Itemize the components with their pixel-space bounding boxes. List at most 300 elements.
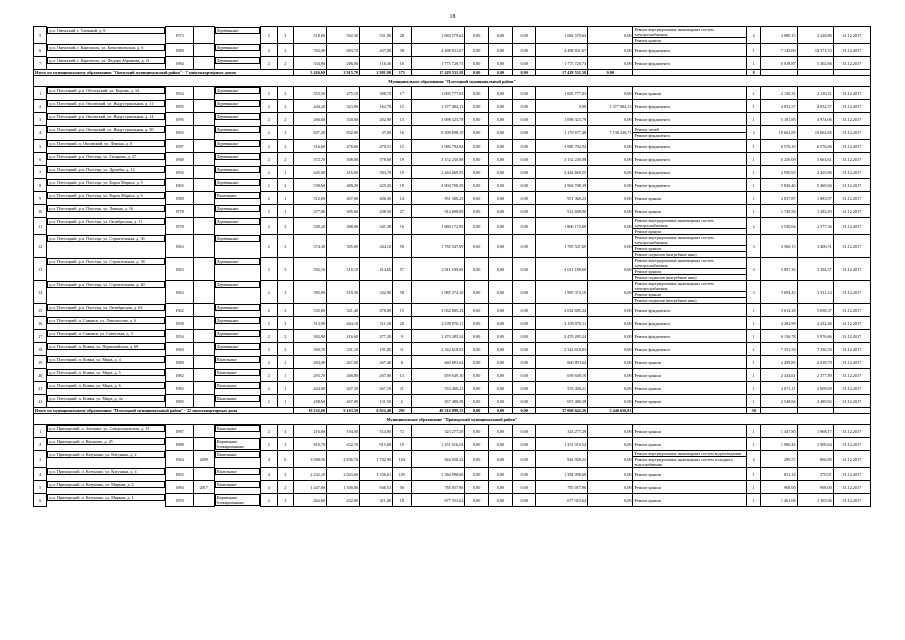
- fund-1-cell: 0,00: [465, 113, 489, 126]
- work-type-item: Ремонт крыши: [634, 195, 661, 201]
- wall-material-cell: Панельные: [215, 382, 260, 389]
- area-total-cell: 585,90: [294, 281, 327, 304]
- total-fund-1: 0,00: [465, 408, 489, 414]
- fund-1-cell: 0,00: [465, 166, 489, 179]
- area-total-cell: 535,80: [294, 304, 327, 317]
- fund-2-cell: 0,00: [489, 304, 513, 317]
- fund-1-cell: 0,00: [465, 44, 489, 57]
- residents-cell: 9: [393, 330, 412, 343]
- row-number-cell: 6: [34, 494, 47, 507]
- fund-2-cell: 0,00: [489, 153, 513, 166]
- entrances-cell: 3: [277, 494, 294, 507]
- address-cell: р.п. Плесецкий, р.п. Плесецк, ул. Ленина, д. 16: [47, 205, 165, 212]
- build-year-cell: 1965: [166, 179, 194, 192]
- fund-2-cell: 0,00: [489, 395, 513, 408]
- entrances-cell: 2: [277, 330, 294, 343]
- area-living-cell: 308,00: [327, 153, 360, 166]
- build-year-cell: 1984: [166, 57, 194, 70]
- address-cell: р.п. Плесецкий, р.п. Плесецк, ул. Октябрьская, д. 11: [47, 218, 165, 225]
- fund-1-cell: 0,00: [465, 140, 489, 153]
- area-residential-cell: 946,53: [360, 481, 393, 494]
- wall-material-cell: Деревянные: [215, 258, 260, 265]
- end-date-cell: 31.12.2017: [833, 481, 870, 494]
- area-living-cell: 521,40: [327, 304, 360, 317]
- fund-1-cell: 0,00: [465, 126, 489, 140]
- area-total-cell: 3 008,50: [294, 451, 327, 468]
- fund-1-cell: 0,00: [465, 317, 489, 330]
- repair-cost-cell: 4 498 831,67: [411, 44, 465, 57]
- work-types-cell: [633, 343, 747, 356]
- repair-cost-cell: 659 649,10: [411, 369, 465, 382]
- fund-3-cell: 0,00: [512, 218, 536, 235]
- entrances-cell: 2: [277, 140, 294, 153]
- row-number-cell: 7: [34, 57, 47, 70]
- area-total-cell: 810,70: [294, 438, 327, 451]
- floors-cell: 2: [261, 179, 278, 192]
- repair-year-cell: [193, 166, 214, 179]
- area-residential-cell: 1 536,61: [360, 468, 393, 481]
- work-count-cell: 3: [747, 258, 761, 281]
- work-type-item: Ремонт крыши: [633, 291, 746, 297]
- fund-2-cell: 0,00: [489, 356, 513, 369]
- area-residential-cell: 267,10: [360, 382, 393, 395]
- area-residential-cell: 211,00: [360, 494, 393, 507]
- row-number-cell: 16: [34, 317, 47, 330]
- area-total-cell: 553,50: [294, 87, 327, 100]
- floors-cell: 2: [261, 100, 278, 113]
- floors-cell: 2: [261, 343, 278, 356]
- build-year-cell: 1965: [166, 468, 194, 481]
- build-year-cell: 1987: [166, 425, 194, 438]
- work-type-item: Ремонт фундамента: [634, 47, 670, 53]
- work-count-cell: 1: [747, 57, 761, 70]
- repair-cost-cell: 1 005 777,03: [411, 87, 465, 100]
- area-total-cell: 444,20: [294, 100, 327, 113]
- work-type-item: Ремонт фундамента: [634, 156, 670, 162]
- other-funds-cell: 0,00: [588, 382, 633, 395]
- other-funds-cell: 0,00: [588, 356, 633, 369]
- address-cell: р.п. Плесецкий, р.п. Плесецк, ул. Карла Маркса, д. 6: [47, 192, 165, 199]
- repair-year-cell: [193, 395, 214, 408]
- unit-cost-cell: 1 749,56: [761, 205, 797, 218]
- area-total-cell: 372,70: [294, 153, 327, 166]
- unit-cost-limit-cell: 4 052,57: [797, 100, 833, 113]
- work-count-cell: 1: [747, 395, 761, 408]
- work-count-cell: 1: [747, 468, 761, 481]
- work-count-cell: 1: [747, 304, 761, 317]
- repair-cost-cell: 2 011 189,60: [411, 258, 465, 281]
- end-date-cell: 31.12.2017: [833, 382, 870, 395]
- fund-3-cell: 0,00: [512, 468, 536, 481]
- fund-3-cell: 0,00: [512, 451, 536, 468]
- build-year-cell: 1978: [166, 205, 194, 218]
- work-type-item: Ремонт крыши: [634, 428, 661, 434]
- other-funds-cell: 0,00: [588, 153, 633, 166]
- total-area-residential: 6 922,40: [360, 408, 393, 414]
- work-type-item: Ремонт крыши: [634, 90, 661, 96]
- area-living-cell: 2 043,60: [327, 468, 360, 481]
- residents-cell: 38: [393, 44, 412, 57]
- end-date-cell: 31.12.2017: [833, 153, 870, 166]
- area-residential-cell: 191,80: [360, 343, 393, 356]
- floors-cell: 4: [261, 451, 278, 468]
- address-cell: р.п. Плесецкий, п. Ковжа, ул. Мира, д. 4: [47, 356, 165, 363]
- other-funds-cell: 0,00: [588, 258, 633, 281]
- area-residential-cell: 425,20: [360, 179, 393, 192]
- fund-1-cell: 0,00: [465, 343, 489, 356]
- wall-material-cell: Деревянные: [215, 218, 260, 225]
- total-area-living: 9 163,50: [327, 408, 360, 414]
- repair-year-cell: [193, 330, 214, 343]
- fund-2-cell: 0,00: [489, 382, 513, 395]
- fund-3-cell: 0,00: [512, 235, 536, 258]
- work-count-cell: 2: [747, 27, 761, 44]
- row-number-cell: 19: [34, 356, 47, 369]
- repair-year-cell: 2017: [193, 481, 214, 494]
- work-type-item: Ремонт крыши: [634, 497, 661, 503]
- row-number-cell: 22: [34, 395, 47, 408]
- unit-cost-cell: 1 461,06: [761, 494, 797, 507]
- owners-funds-cell: 660 893,64: [536, 356, 588, 369]
- work-type-item: Ремонт крыши: [634, 208, 661, 214]
- end-date-cell: 31.12.2017: [833, 100, 870, 113]
- fund-1-cell: 0,00: [465, 218, 489, 235]
- build-year-cell: 1982: [166, 382, 194, 395]
- area-residential-cell: 162,70: [360, 100, 393, 113]
- area-living-cell: 632,70: [327, 438, 360, 451]
- area-residential-cell: 298,50: [360, 205, 393, 218]
- other-funds-cell: 0,00: [588, 395, 633, 408]
- area-residential-cell: 111,50: [360, 317, 393, 330]
- wall-material-cell: Панельные: [215, 451, 260, 458]
- fund-1-cell: 0,00: [465, 153, 489, 166]
- owners-funds-cell: 914 698,90: [536, 205, 588, 218]
- area-living-cell: 1 300,00: [327, 481, 360, 494]
- work-count-cell: 1: [747, 343, 761, 356]
- other-funds-cell: 0,00: [588, 166, 633, 179]
- fund-1-cell: 0,00: [465, 258, 489, 281]
- unit-cost-limit-cell: 3 331,14: [797, 281, 833, 304]
- work-type-item: Ремонт крыши: [634, 484, 661, 490]
- fund-1-cell: 0,00: [465, 382, 489, 395]
- unit-cost-limit-cell: 7 336,50: [797, 343, 833, 356]
- entrances-cell: 3: [277, 438, 294, 451]
- work-types-cell: [633, 481, 747, 494]
- end-date-cell: 31.12.2017: [833, 468, 870, 481]
- build-year-cell: 1995: [166, 113, 194, 126]
- floors-cell: 4: [261, 468, 278, 481]
- other-funds-cell: 0,00: [588, 317, 633, 330]
- work-types-cell: [633, 317, 747, 330]
- fund-1-cell: 0,00: [465, 27, 489, 44]
- total-fund-1: 0,00: [465, 70, 489, 76]
- address-cell: р.п. Плесецкий, р.п. Оксовский, ул. Индустриальная, д. 30: [47, 126, 165, 133]
- wall-material-cell: Панельные: [215, 192, 260, 199]
- floors-cell: 2: [261, 126, 278, 140]
- table-row: [34, 205, 871, 218]
- residents-cell: 8: [393, 356, 412, 369]
- table-row: [34, 395, 871, 408]
- fund-2-cell: 0,00: [489, 494, 513, 507]
- area-total-cell: 462,60: [294, 494, 327, 507]
- floors-cell: 2: [261, 44, 278, 57]
- repair-year-cell: [193, 356, 214, 369]
- other-funds-cell: 0,00: [588, 330, 633, 343]
- table-row: [34, 57, 871, 70]
- floors-cell: 2: [261, 113, 278, 126]
- fund-1-cell: 0,00: [465, 57, 489, 70]
- end-date-cell: 31.12.2017: [833, 44, 870, 57]
- repair-cost-cell: 8 309 898,19: [411, 126, 465, 140]
- residents-cell: 164: [393, 451, 412, 468]
- unit-cost-limit-cell: 968,00: [797, 481, 833, 494]
- wall-material-cell: Деревянные: [215, 153, 260, 160]
- other-funds-cell: 0,00: [588, 235, 633, 258]
- fund-2-cell: 0,00: [489, 57, 513, 70]
- other-funds-cell: 0,00: [588, 205, 633, 218]
- table-row: [34, 451, 871, 468]
- residents-cell: 13: [393, 369, 412, 382]
- end-date-cell: 31.12.2017: [833, 166, 870, 179]
- row-number-cell: 7: [34, 166, 47, 179]
- wall-material-cell: Деревянные: [215, 235, 260, 242]
- total-fund-3: 0,00: [512, 408, 536, 414]
- repair-cost-cell: 660 893,64: [411, 356, 465, 369]
- entrances-cell: 2: [277, 179, 294, 192]
- floors-cell: 4: [261, 481, 278, 494]
- other-funds-cell: 0,00: [588, 451, 633, 468]
- unit-cost-limit-cell: 2 577,36: [797, 218, 833, 235]
- fund-2-cell: 0,00: [489, 113, 513, 126]
- area-total-cell: 293,70: [294, 369, 327, 382]
- fund-3-cell: 0,00: [512, 317, 536, 330]
- repair-cost-cell: 3 032 685,24: [411, 304, 465, 317]
- work-count-cell: 1: [747, 425, 761, 438]
- row-number-cell: 5: [34, 481, 47, 494]
- owners-funds-cell: 0,00: [536, 100, 588, 113]
- address-cell: р.п. Плесецкий, р.п. Плесецк, ул. Октябрьская, д. 63: [47, 304, 165, 311]
- work-type-item: Ремонт крыши: [634, 398, 661, 404]
- area-living-cell: 832,00: [327, 126, 360, 140]
- work-types-cell: [633, 304, 747, 317]
- entrances-cell: 3: [277, 468, 294, 481]
- repair-cost-cell: 1 684 579,64: [411, 27, 465, 44]
- work-count-cell: 1: [747, 87, 761, 100]
- fund-1-cell: 0,00: [465, 481, 489, 494]
- entrances-cell: 2: [277, 317, 294, 330]
- entrances-cell: 2: [277, 481, 294, 494]
- fund-3-cell: 0,00: [512, 304, 536, 317]
- unit-cost-cell: 3 560,15: [761, 235, 797, 258]
- work-type-item: Ремонт фундамента: [634, 60, 670, 66]
- entrances-cell: 1: [277, 166, 294, 179]
- unit-cost-cell: 2 499,85: [761, 356, 797, 369]
- repair-cost-cell: 1 785 547,69: [411, 235, 465, 258]
- fund-2-cell: 0,00: [489, 258, 513, 281]
- entrances-cell: 2: [277, 57, 294, 70]
- residents-cell: 105: [393, 468, 412, 481]
- repair-year-cell: [193, 382, 214, 395]
- total-area: 10 232,60: [294, 408, 327, 414]
- work-type-item: Ремонт подвалов (выгребные ямы): [633, 251, 746, 257]
- work-types-cell: [633, 451, 747, 468]
- fund-2-cell: 0,00: [489, 468, 513, 481]
- area-total-cell: 2 232,10: [294, 468, 327, 481]
- area-living-cell: 331,10: [327, 343, 360, 356]
- address-cell: р.п. Плесецкий, р.п. Оксовский, ул. Индустриальная, д. 11: [47, 100, 165, 107]
- wall-material-cell: Деревянные: [215, 330, 260, 337]
- end-date-cell: 31.12.2017: [833, 330, 870, 343]
- wall-material-cell: Деревянные: [215, 126, 260, 133]
- floors-cell: 2: [261, 356, 278, 369]
- fund-2-cell: 0,00: [489, 166, 513, 179]
- build-year-cell: 1980: [166, 192, 194, 205]
- unit-cost-limit-cell: 2 377,89: [797, 369, 833, 382]
- total-area-living: 2 915,70: [327, 70, 360, 76]
- row-number-cell: 2: [34, 438, 47, 451]
- fund-1-cell: 0,00: [465, 468, 489, 481]
- other-funds-cell: 0,00: [588, 179, 633, 192]
- area-total-cell: 264,00: [294, 356, 327, 369]
- floors-cell: 2: [261, 395, 278, 408]
- fund-1-cell: 0,00: [465, 395, 489, 408]
- area-residential-cell: 437,00: [360, 44, 393, 57]
- unit-cost-cell: 2 950,93: [761, 166, 797, 179]
- residents-cell: 6: [393, 395, 412, 408]
- owners-funds-cell: 951 360,23: [536, 192, 588, 205]
- other-funds-cell: 0,00: [588, 481, 633, 494]
- row-number-cell: 1: [34, 425, 47, 438]
- owners-funds-cell: 657 480,38: [536, 395, 588, 408]
- unit-cost-limit-cell: 10 062,85: [797, 126, 833, 140]
- work-count-cell: 1: [747, 113, 761, 126]
- fund-2-cell: 0,00: [489, 317, 513, 330]
- address-cell: р.п. Плесецкий, р.п. Плесецк, ул. Строительная, д. 38: [47, 258, 165, 265]
- area-residential-cell: 308,70: [360, 87, 393, 100]
- end-date-cell: 31.12.2017: [833, 57, 870, 70]
- residents-cell: 19: [393, 153, 412, 166]
- area-living-cell: 505,00: [327, 235, 360, 258]
- work-types-cell: [633, 395, 747, 408]
- table-row: [34, 494, 871, 507]
- area-total-cell: 516,60: [294, 140, 327, 153]
- row-number-cell: 4: [34, 468, 47, 481]
- unit-cost-limit-cell: 5 658,37: [797, 304, 833, 317]
- area-total-cell: 837,20: [294, 126, 327, 140]
- area-residential-cell: 1 702,90: [360, 451, 393, 468]
- unit-cost-limit-cell: 1 983,97: [797, 192, 833, 205]
- fund-2-cell: 0,00: [489, 281, 513, 304]
- total-other: 3 446 656,81: [588, 408, 633, 414]
- unit-cost-cell: 4 284,99: [761, 317, 797, 330]
- fund-2-cell: 0,00: [489, 27, 513, 44]
- unit-cost-cell: 3 530,64: [761, 218, 797, 235]
- area-total-cell: 1 447,00: [294, 481, 327, 494]
- unit-cost-limit-cell: 1 165,06: [797, 494, 833, 507]
- work-types-cell: [633, 113, 747, 126]
- work-types-cell: [633, 192, 747, 205]
- address-cell: р.п. Плесецкий, р.п. Плесецк, ул. Гагарина, д. 27: [47, 153, 165, 160]
- fund-3-cell: 0,00: [512, 425, 536, 438]
- other-funds-cell: 7 130 220,71: [588, 126, 633, 140]
- table-row: [34, 317, 871, 330]
- total-fund-3: 0,00: [512, 70, 536, 76]
- owners-funds-cell: 3 152 230,08: [536, 153, 588, 166]
- unit-cost-limit-cell: 1 968,17: [797, 425, 833, 438]
- area-total-cell: 266,60: [294, 113, 327, 126]
- area-residential-cell: 470,51: [360, 140, 393, 153]
- owners-funds-cell: 1 179 677,48: [536, 126, 588, 140]
- row-number-cell: 6: [34, 153, 47, 166]
- fund-2-cell: 0,00: [489, 481, 513, 494]
- fund-3-cell: 0,00: [512, 281, 536, 304]
- repair-year-cell: [193, 126, 214, 140]
- fund-3-cell: 0,00: [512, 330, 536, 343]
- end-date-cell: 31.12.2017: [833, 258, 870, 281]
- row-number-cell: 3: [34, 451, 47, 468]
- unit-cost-cell: 2 548,84: [761, 395, 797, 408]
- floors-cell: 2: [261, 304, 278, 317]
- repair-cost-cell: 1 377 084,13: [411, 100, 465, 113]
- fund-2-cell: 0,00: [489, 330, 513, 343]
- table-row: [34, 218, 871, 235]
- address-cell: р.п. Плесецкий, п. Ковжа, ул. Мира, д. 5: [47, 369, 165, 376]
- other-funds-cell: 0,00: [588, 57, 633, 70]
- floors-cell: 2: [261, 192, 278, 205]
- end-date-cell: 31.12.2017: [833, 113, 870, 126]
- fund-2-cell: 0,00: [489, 438, 513, 451]
- work-count-cell: 1: [747, 356, 761, 369]
- owners-funds-cell: 1 251 016,54: [536, 438, 588, 451]
- residents-cell: 58: [393, 281, 412, 304]
- wall-material-cell: Кирпичные блокированные: [215, 438, 260, 450]
- table-row: [34, 140, 871, 153]
- unit-cost-cell: 2 434,61: [761, 369, 797, 382]
- floors-cell: 2: [261, 153, 278, 166]
- area-total-cell: 763,00: [294, 44, 327, 57]
- residents-cell: 15: [393, 304, 412, 317]
- address-cell: р.п. Плесецкий, п. Ковжа, ул. Мира, д. 4а: [47, 395, 165, 402]
- work-types-cell: [633, 27, 747, 44]
- row-number-cell: 5: [34, 140, 47, 153]
- area-living-cell: 305,60: [327, 205, 360, 218]
- work-types-cell: [633, 425, 747, 438]
- work-type-item: Ремонт фундамента: [634, 320, 670, 326]
- floors-cell: 2: [261, 258, 278, 281]
- fund-3-cell: 0,00: [512, 438, 536, 451]
- fund-3-cell: 0,00: [512, 369, 536, 382]
- end-date-cell: 31.12.2017: [833, 281, 870, 304]
- table-body: [34, 27, 871, 507]
- residents-cell: 20: [393, 317, 412, 330]
- fund-3-cell: 0,00: [512, 343, 536, 356]
- work-type-item: Ремонт крыши: [634, 471, 661, 477]
- address-cell: р.п. Плесецкий, п. Ковжа, ул. Первомайская, д. 69: [47, 343, 165, 350]
- row-number-cell: 12: [34, 235, 47, 258]
- build-year-cell: 1963: [166, 281, 194, 304]
- owners-funds-cell: 1 785 547,69: [536, 235, 588, 258]
- area-residential-cell: 267,40: [360, 356, 393, 369]
- fund-2-cell: 0,00: [489, 235, 513, 258]
- table-row: [34, 330, 871, 343]
- fund-1-cell: 0,00: [465, 438, 489, 451]
- owners-funds-cell: 2 011 189,60: [536, 258, 588, 281]
- end-date-cell: 31.12.2017: [833, 140, 870, 153]
- floors-cell: 2: [261, 330, 278, 343]
- unit-cost-cell: 2 130,31: [761, 87, 797, 100]
- total-other: 0,00: [588, 70, 633, 76]
- end-date-cell: 31.12.2017: [833, 395, 870, 408]
